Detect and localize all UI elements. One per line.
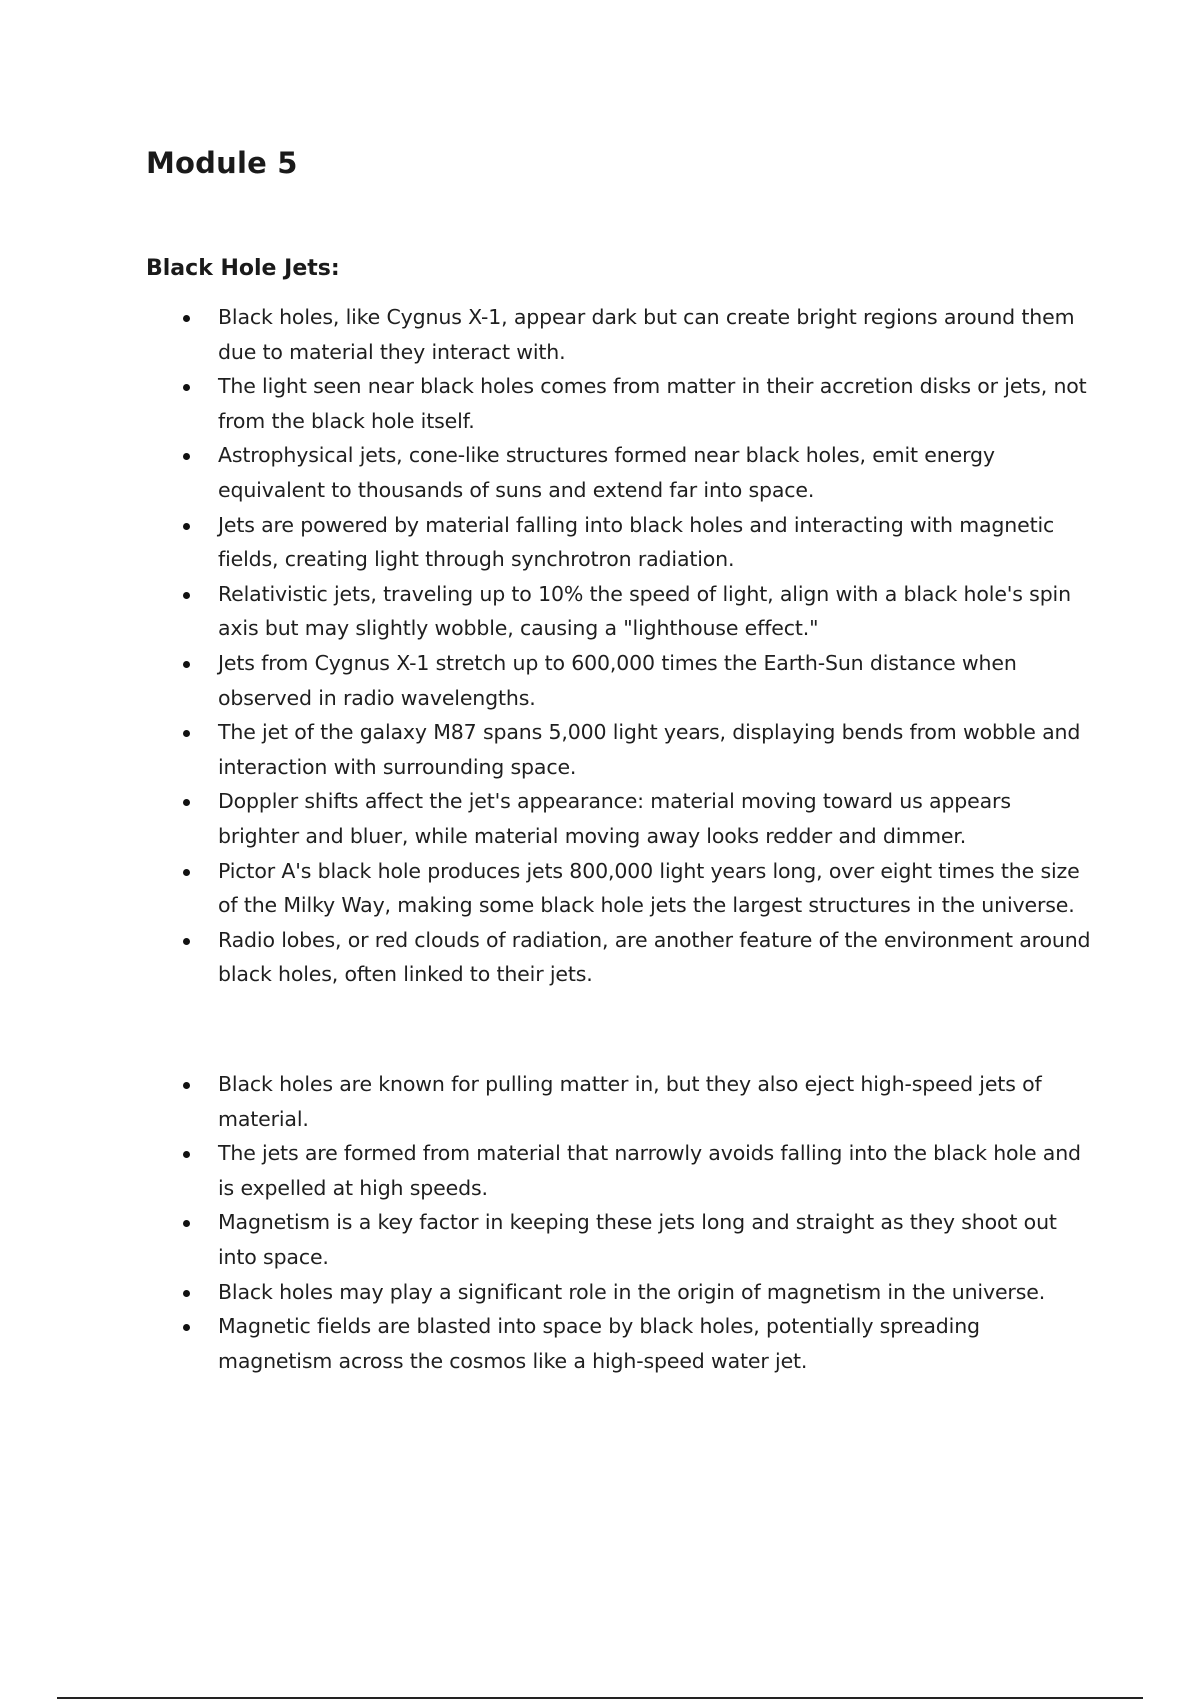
bullet-list-black-hole-jets	[146, 300, 1096, 992]
bullet-icon	[183, 1220, 190, 1227]
list-item	[146, 300, 1096, 369]
list-item-text: Astrophysical jets, cone-like structures formed near black holes, emit energy equivalent to thousands of suns and extend far into space.	[218, 443, 995, 502]
list-item	[146, 1136, 1096, 1205]
section-title: Black Hole Jets:	[146, 256, 340, 281]
list-item-text: Jets from Cygnus X-1 stretch up to 600,000 times the Earth-Sun distance when observed in radio wavelengths.	[218, 650, 1017, 710]
bullet-icon	[183, 315, 190, 322]
list-item-text: The jet of the galaxy M87 spans 5,000 light years, displaying bends from wobble and interaction with surrounding space.	[218, 720, 1081, 779]
bullet-icon	[183, 384, 190, 391]
list-item	[146, 438, 1096, 507]
bullet-icon	[183, 1082, 190, 1089]
list-item	[146, 508, 1096, 577]
list-item	[146, 784, 1096, 853]
bullet-icon	[183, 523, 190, 530]
bullet-list-jet-magnetism	[146, 1067, 1096, 1378]
list-item	[146, 715, 1096, 784]
list-item-text: Relativistic jets, traveling up to 10% the speed of light, align with a black hole's spin axis but may slightly wobble, causing a "lighthouse effect."	[218, 581, 1071, 641]
bullet-icon	[183, 869, 190, 876]
list-item-text: Magnetism is a key factor in keeping these jets long and straight as they shoot out into space.	[218, 1210, 1057, 1269]
bullet-icon	[183, 453, 190, 460]
list-item-text: Jets are powered by material falling into black holes and interacting with magnetic fields, creating light through synchrotron radiation.	[218, 512, 1055, 572]
list-item-text: Black holes may play a significant role in the origin of magnetism in the universe.	[218, 1279, 1046, 1304]
list-item-text: The jets are formed from material that narrowly avoids falling into the black hole and is expelled at high speeds.	[218, 1141, 1081, 1200]
list-item-text: Magnetic fields are blasted into space by black holes, potentially spreading magnetism across the cosmos like a high-speed water jet.	[218, 1314, 980, 1373]
list-item	[146, 1205, 1096, 1274]
list-item	[146, 646, 1096, 715]
bullet-icon	[183, 1324, 190, 1331]
list-item	[146, 854, 1096, 923]
bullet-icon	[183, 730, 190, 737]
list-item	[146, 369, 1096, 438]
bullet-icon	[183, 799, 190, 806]
list-item-text: Black holes are known for pulling matter in, but they also eject high-speed jets of material.	[218, 1072, 1042, 1131]
list-item	[146, 923, 1096, 992]
list-item-text: The light seen near black holes comes from matter in their accretion disks or jets, not from the black hole itself.	[218, 374, 1087, 433]
bullet-icon	[183, 1151, 190, 1158]
list-item-text: Pictor A's black hole produces jets 800,000 light years long, over eight times the size of the Milky Way, making some black hole jets the largest structures in the universe.	[218, 858, 1080, 918]
bullet-icon	[183, 592, 190, 599]
list-item	[146, 1275, 1096, 1310]
list-item-text: Radio lobes, or red clouds of radiation, are another feature of the environment around black holes, often linked to their jets.	[218, 927, 1091, 987]
bullet-icon	[183, 938, 190, 945]
list-item	[146, 1067, 1096, 1136]
footer-divider	[57, 1697, 1143, 1699]
bullet-icon	[183, 1290, 190, 1297]
list-item	[146, 577, 1096, 646]
list-item	[146, 1309, 1096, 1378]
module-title: Module 5	[146, 146, 298, 180]
list-item-text: Black holes, like Cygnus X-1, appear dark but can create bright regions around them due to material they interact with.	[218, 305, 1075, 364]
list-item-text: Doppler shifts affect the jet's appearance: material moving toward us appears brighter and bluer, while material moving away looks redder and dimmer.	[218, 789, 1011, 848]
bullet-icon	[183, 661, 190, 668]
